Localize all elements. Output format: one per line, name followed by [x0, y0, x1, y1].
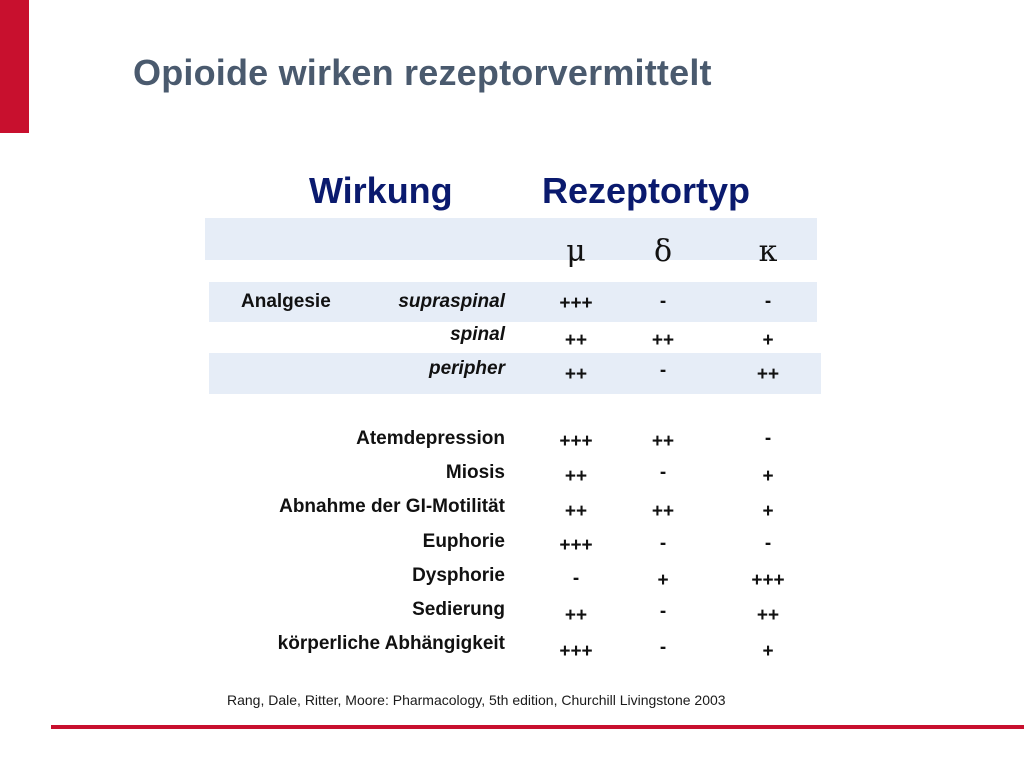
row-label: peripher: [428, 358, 505, 379]
value-delta: ++: [651, 431, 675, 452]
receptor-delta: δ: [653, 234, 673, 269]
row-label: spinal: [450, 324, 505, 345]
value-mu: +++: [559, 293, 593, 314]
value-mu: +++: [559, 641, 593, 662]
row-label: Atemdepression: [356, 428, 505, 449]
page-title: Opioide wirken rezeptorvermittelt: [133, 52, 712, 93]
value-kappa: +: [762, 501, 774, 522]
citation: Rang, Dale, Ritter, Moore: Pharmacology, 5th edition, Churchill Livingstone 2003: [227, 692, 726, 708]
value-kappa: -: [764, 428, 772, 449]
value-kappa: ++: [756, 605, 780, 626]
value-delta: ++: [651, 501, 675, 522]
value-delta: ++: [651, 330, 675, 351]
value-kappa: +: [762, 641, 774, 662]
heading-effect: Wirkung: [309, 170, 453, 211]
row-label: Dysphorie: [412, 565, 505, 586]
value-kappa: +: [762, 330, 774, 351]
value-mu: +++: [559, 535, 593, 556]
value-kappa: -: [764, 533, 772, 554]
red-bottom-rule: [51, 725, 1024, 729]
receptor-mu: μ: [566, 234, 586, 269]
receptor-header-band: [205, 218, 817, 260]
row-label: Sedierung: [412, 599, 505, 620]
value-mu: ++: [564, 605, 588, 626]
value-delta: -: [659, 601, 667, 622]
row-label: körperliche Abhängigkeit: [277, 633, 505, 654]
value-mu: ++: [564, 501, 588, 522]
value-mu: +++: [559, 431, 593, 452]
row-label: Miosis: [445, 462, 505, 483]
value-mu: ++: [564, 364, 588, 385]
value-kappa: -: [764, 291, 772, 312]
row-label: Euphorie: [422, 531, 505, 552]
value-delta: -: [659, 291, 667, 312]
row-label: supraspinal: [398, 291, 505, 312]
value-mu: -: [572, 568, 580, 589]
value-delta: -: [659, 462, 667, 483]
value-delta: +: [657, 570, 669, 591]
value-mu: ++: [564, 330, 588, 351]
value-delta: -: [659, 360, 667, 381]
value-delta: -: [659, 533, 667, 554]
value-kappa: +: [762, 466, 774, 487]
heading-receptor: Rezeptortyp: [542, 170, 751, 211]
row-band-peripher: [209, 353, 821, 394]
value-kappa: +++: [751, 570, 785, 591]
red-accent-bar: [0, 0, 29, 133]
row-label: Abnahme der GI-Motilität: [279, 496, 505, 517]
analgesia-label: Analgesie: [241, 291, 331, 312]
receptor-kappa: κ: [758, 234, 778, 269]
value-mu: ++: [564, 466, 588, 487]
value-kappa: ++: [756, 364, 780, 385]
value-delta: -: [659, 637, 667, 658]
